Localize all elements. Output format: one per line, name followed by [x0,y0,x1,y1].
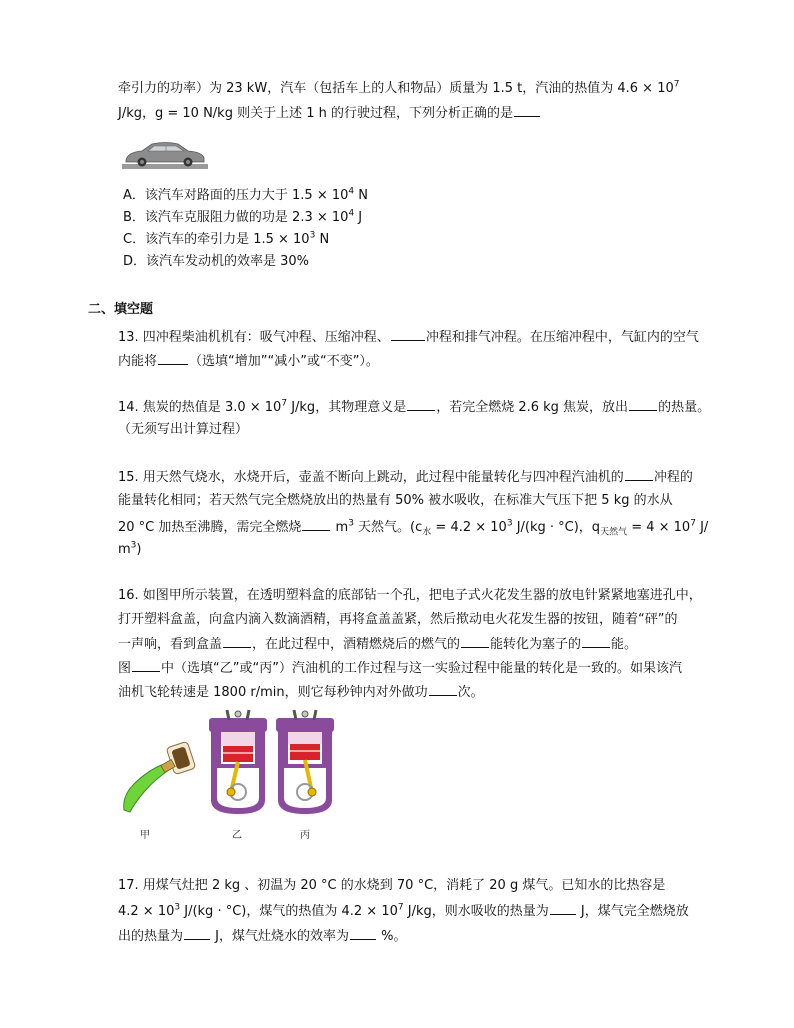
answer-blank [223,634,251,648]
figure-label-bing: 丙 [300,830,310,841]
q12-line2: J/kg，g = 10 N/kg 则关于上述 1 h 的行驶过程，下列分析正确的是 [118,103,541,123]
figure-label-jia: 甲 [140,830,150,841]
q15-line1: 15. 用天然气烧水，水烧开后，壶盖不断向上跳动，此过程中能量转化与四冲程汽油机的 冲程的 [118,467,693,487]
engine-figure-yi [207,708,269,818]
q15-line2: 能量转化相同；若天然气完全燃烧放出的热量有 50% 被水吸收，在标准大气压下把 5 kg 的水从 [118,493,673,508]
q16-line5: 油机飞轮转速是 1800 r/min，则它每秒钟内对外做功 次。 [118,682,484,702]
q13-line1: 13. 四冲程柴油机机有：吸气冲程、压缩冲程、 冲程和排气冲程。在压缩冲程中，气缸内的空气 [118,327,699,347]
q16-line2: 打开塑料盒盖，向盒内滴入数滴酒精，再将盒盖盖紧，然后揿动电火花发生器的按钮，随着“砰”的 [118,612,678,627]
answer-blank [514,103,540,117]
answer-blank [582,634,610,648]
answer-blank [461,634,489,648]
car-image [122,138,208,170]
answer-blank [407,397,435,411]
option-b: B．该汽车克服阻力做的功是 $2.3 \times 10^4$ J [123,208,363,225]
option-d: D．该汽车发动机的效率是 30% [123,254,310,269]
answer-blank [629,397,657,411]
section-title: 二、填空题 [88,302,154,317]
q14-line2: （无须写出计算过程） [118,422,249,437]
q17-line3: 出的热量为 J，煤气灶烧水的效率为 %。 [118,926,406,946]
answer-blank [350,926,376,940]
q17-line1: 17. 用煤气灶把 2 kg 、初温为 20 °C 的水烧到 70 °C，消耗了 20 g 煤气。已知水的比热容是 [118,878,666,893]
q15-line4: $m^3$) [118,540,142,557]
answer-blank [550,901,576,915]
option-c: C．该汽车的牵引力是 $1.5 \times 10^3$ N [123,230,330,247]
q16-line3: 一声响，看到盒盖 ，在此过程中，酒精燃烧后的燃气的 能转化为塞子的 能。 [118,634,637,654]
answer-blank [302,517,330,531]
figure-label-yi: 乙 [232,830,242,841]
answer-blank [625,467,653,481]
q15-line3: 20 °C 加热至沸腾，需完全燃烧 $m^3$ 天然气。($c_水 = 4.2 \times 10^3$ J/(kg · °C)，$q_{天然气} = 4 \times 10^7$ J/ [118,518,709,538]
answer-blank [391,327,425,341]
answer-blank [132,658,160,672]
q14-line1: 14. 焦炭的热值是 $3.0 \times 10^7$ J/kg，其物理意义是 ，若完全燃烧 2.6 kg 焦炭，放出 的热量。 [118,398,711,415]
flask-figure [118,738,200,818]
q12-line1: 牵引力的功率）为 23 kW，汽车（包括车上的人和物品）质量为 1.5 t，汽油的热值为 $4.6 \times 10^7$ [118,79,680,96]
q16-line4: 图 中（选填“乙”或“丙”）汽油机的工作过程与这一实验过程中能量的转化是一致的。如果该汽 [118,658,682,678]
answer-blank [184,926,210,940]
q16-line1: 16. 如图甲所示装置，在透明塑料盒的底部钻一个孔，把电子式火花发生器的放电针紧紧地塞进孔中， [118,588,702,603]
q13-line2: 内能将 （选填“增加”“减小”或“不变”）。 [118,351,379,371]
q17-line2: $4.2 \times 10^3$ J/(kg · °C)，煤气的热值为 $4.2 \times 10^7$ J/kg，则水吸收的热量为 J，煤气完全燃烧放 [118,902,689,919]
option-a: A．该汽车对路面的压力大于 $1.5 \times 10^4$ N [123,186,368,203]
engine-figure-bing [274,708,336,818]
answer-blank [158,351,188,365]
answer-blank [429,682,457,696]
